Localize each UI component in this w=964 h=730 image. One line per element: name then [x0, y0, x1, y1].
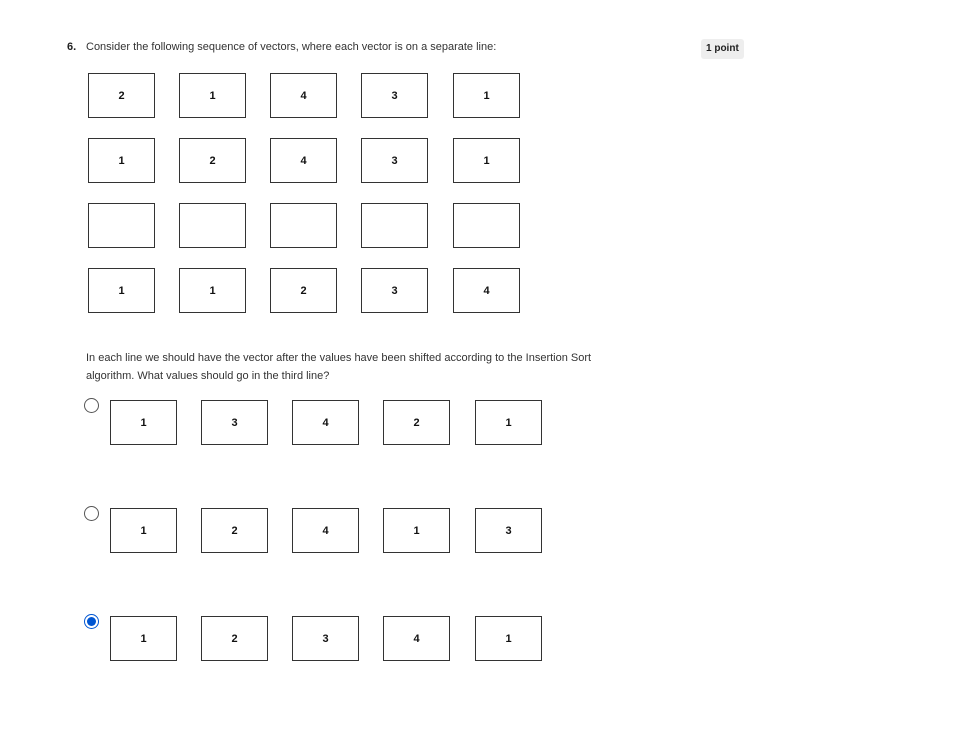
option-cell: 3 — [475, 508, 542, 553]
answer-option-2[interactable] — [84, 506, 554, 554]
vector-cell: 3 — [361, 73, 428, 118]
radio-button-option-3[interactable] — [84, 614, 99, 629]
vector-cell: 1 — [179, 73, 246, 118]
vector-cell: 4 — [453, 268, 520, 313]
vector-cell-empty — [453, 203, 520, 248]
option-cell: 4 — [292, 508, 359, 553]
question-number: 6. — [67, 41, 77, 53]
answer-option-1[interactable] — [84, 398, 554, 446]
option-cell: 2 — [201, 616, 268, 661]
vector-cell: 4 — [270, 73, 337, 118]
radio-button-option-2[interactable] — [84, 506, 99, 521]
option-cell: 1 — [110, 616, 177, 661]
vector-cell: 3 — [361, 268, 428, 313]
vector-cell: 2 — [88, 73, 155, 118]
question-text: Consider the following sequence of vectors, where each vector is on a separate line: — [86, 41, 497, 53]
vector-cell-empty — [88, 203, 155, 248]
vector-cell: 1 — [88, 138, 155, 183]
vector-cell-empty — [270, 203, 337, 248]
vector-cell: 1 — [88, 268, 155, 313]
option-cell: 1 — [110, 400, 177, 445]
option-cell: 4 — [292, 400, 359, 445]
vector-cell: 1 — [179, 268, 246, 313]
points-badge: 1 point — [701, 39, 744, 59]
option-cell: 4 — [383, 616, 450, 661]
vector-cell: 1 — [453, 138, 520, 183]
vector-cell: 1 — [453, 73, 520, 118]
radio-button-option-1[interactable] — [84, 398, 99, 413]
vector-cell: 3 — [361, 138, 428, 183]
vector-cell-empty — [361, 203, 428, 248]
option-cell: 3 — [201, 400, 268, 445]
option-cell: 2 — [383, 400, 450, 445]
option-cell: 1 — [383, 508, 450, 553]
vector-cell: 4 — [270, 138, 337, 183]
option-cell: 2 — [201, 508, 268, 553]
question-instructions: In each line we should have the vector after the values have been shifted according to the Insertion Sort algorithm. What values should go in the third line? — [86, 352, 592, 382]
answer-option-3[interactable] — [84, 614, 554, 662]
option-cell: 1 — [475, 616, 542, 661]
vector-cell: 2 — [179, 138, 246, 183]
option-cell: 3 — [292, 616, 359, 661]
option-cell: 1 — [475, 400, 542, 445]
vector-cell-empty — [179, 203, 246, 248]
vector-cell: 2 — [270, 268, 337, 313]
option-cell: 1 — [110, 508, 177, 553]
